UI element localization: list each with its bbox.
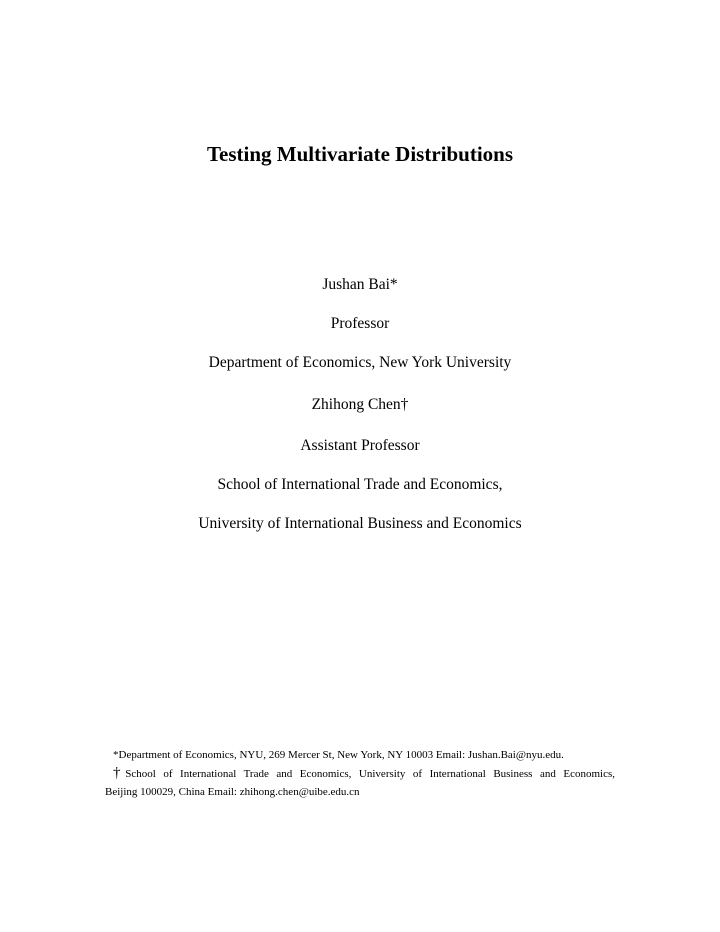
author-2-affiliation-line-1: School of International Trade and Economics, bbox=[217, 476, 503, 493]
footnotes bbox=[105, 746, 615, 801]
author-1-position: Professor bbox=[330, 315, 390, 332]
footnote-bai: *Department of Economics, NYU, 269 Mercer St, New York, NY 10003 Email: Jushan.Bai@nyu.edu. bbox=[113, 749, 564, 761]
author-2-position: Assistant Professor bbox=[300, 437, 420, 454]
author-1-affiliation: Department of Economics, New York University bbox=[208, 354, 512, 371]
author-2-name: Zhihong Chen† bbox=[311, 396, 409, 413]
dagger-mark: † bbox=[113, 765, 126, 781]
author-2-affiliation-line-2: University of International Business and Economics bbox=[198, 515, 522, 532]
paper-title: Testing Multivariate Distributions bbox=[206, 142, 514, 166]
footnote-chen-line-1: School of International Trade and Economics, University of International Business and Economics, bbox=[125, 768, 615, 780]
author-1-name: Jushan Bai* bbox=[322, 276, 398, 293]
footnote-chen bbox=[105, 764, 615, 783]
footnote-chen-line-2: Beijing 100029, China Email: zhihong.chen@uibe.edu.cn bbox=[105, 786, 360, 798]
